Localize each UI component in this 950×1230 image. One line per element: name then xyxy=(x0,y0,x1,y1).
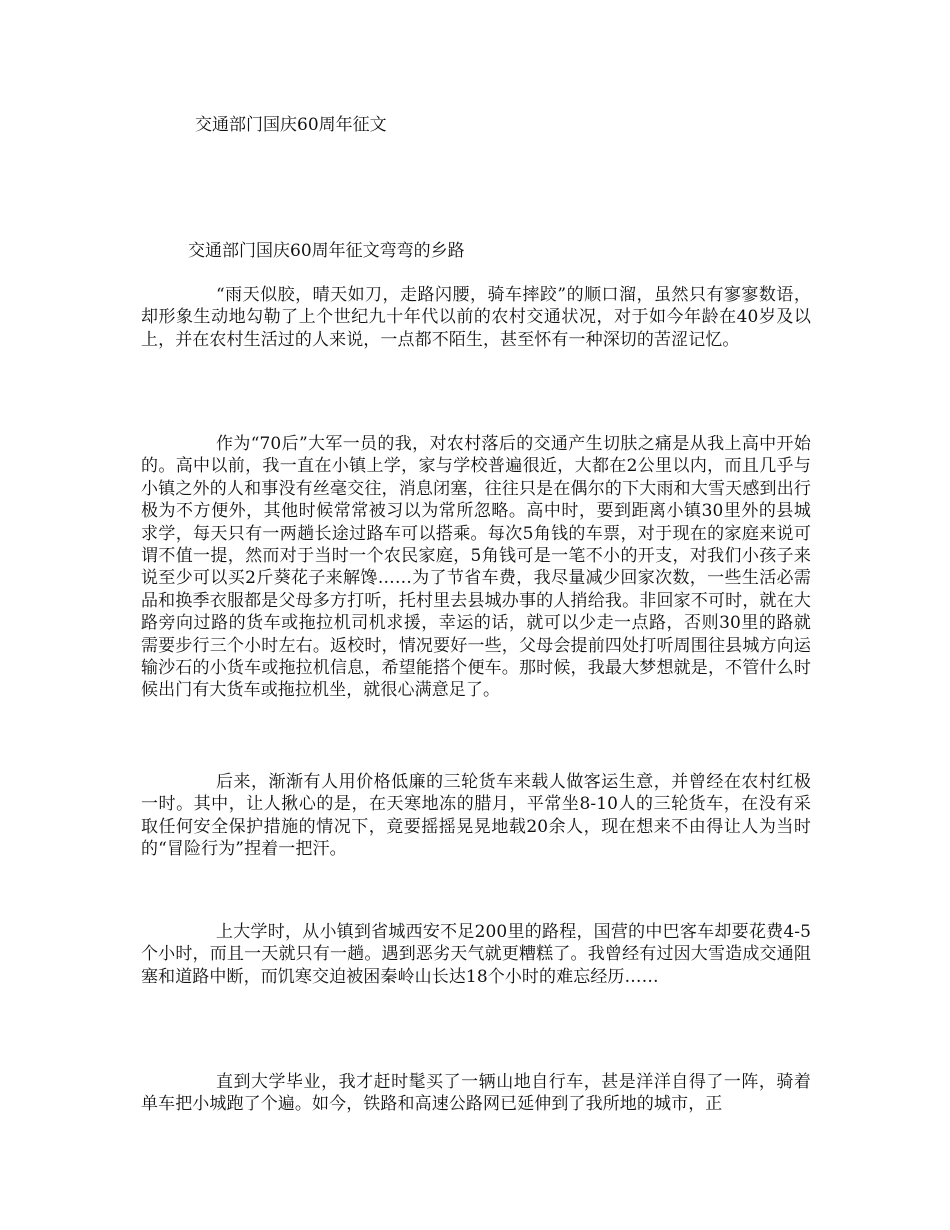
paragraph-5: 直到大学毕业，我才赶时髦买了一辆山地自行车，甚是洋洋自得了一阵，骑着单车把小城跑了个遍。如今，铁路和高速公路网已延伸到了我所地的城市，正 xyxy=(141,1072,811,1115)
article-title: 交通部门国庆60周年征文弯弯的乡路 xyxy=(188,241,465,261)
paragraph-2: 作为“70后”大军一员的我，对农村落后的交通产生切肤之痛是从我上高中开始的。高中以前，我一直在小镇上学，家与学校普遍很近，大都在2公里以内，而且几乎与小镇之外的人和事没有丝毫交往，消息闭塞，往往只是在偶尔的下大雨和大雪天感到出行极为不方便外，其他时候常常被习以为常所忽略。高中时，要到距离小镇30里外的县城求学，每天只有一两趟长途过路车可以搭乘。每次5角钱的车票，对于现在的家庭来说可谓不值一提，然而对于当时一个农民家庭，5角钱可是一笔不小的开支，对我们小孩子来说至少可以买2斤葵花子来解馋……为了节省车费，我尽量减少回家次数，一些生活必需品和换季衣服都是父母多方打听，托村里去县城办事的人捎给我。非回家不可时，就在大路旁向过路的货车或拖拉机司机求援，幸运的话，就可以少走一点路，否则30里的路就需要步行三个小时左右。返校时，情况要好一些，父母会提前四处打听周围往县城方向运输沙石的小货车或拖拉机信息，希望能搭个便车。那时候，我最大梦想就是，不管什么时候出门有大货车或拖拉机坐，就很心满意足了。 xyxy=(141,434,811,701)
document-heading: 交通部门国庆60周年征文 xyxy=(195,115,387,135)
paragraph-1: “雨天似胶，晴天如刀，走路闪腰，骑车摔跤”的顺口溜，虽然只有寥寥数语，却形象生动地勾勒了上个世纪九十年代以前的农村交通状况，对于如今年龄在40岁及以上，并在农村生活过的人来说，一点都不陌生，甚至怀有一种深切的苦涩记忆。 xyxy=(141,285,811,350)
paragraph-4: 上大学时，从小镇到省城西安不足200里的路程，国营的中巴客车却要花费4-5个小时，而且一天就只有一趟。遇到恶劣天气就更糟糕了。我曾经有过因大雪造成交通阻塞和道路中断，而饥寒交迫被困秦岭山长达18个小时的难忘经历…… xyxy=(141,922,811,987)
paragraph-3: 后来，渐渐有人用价格低廉的三轮货车来载人做客运生意，并曾经在农村红极一时。其中，让人揪心的是，在天寒地冻的腊月，平常坐8-10人的三轮货车，在没有采取任何安全保护措施的情况下，竟要摇摇晃晃地载20余人，现在想来不由得让人为当时的“冒险行为”捏着一把汗。 xyxy=(141,772,811,860)
